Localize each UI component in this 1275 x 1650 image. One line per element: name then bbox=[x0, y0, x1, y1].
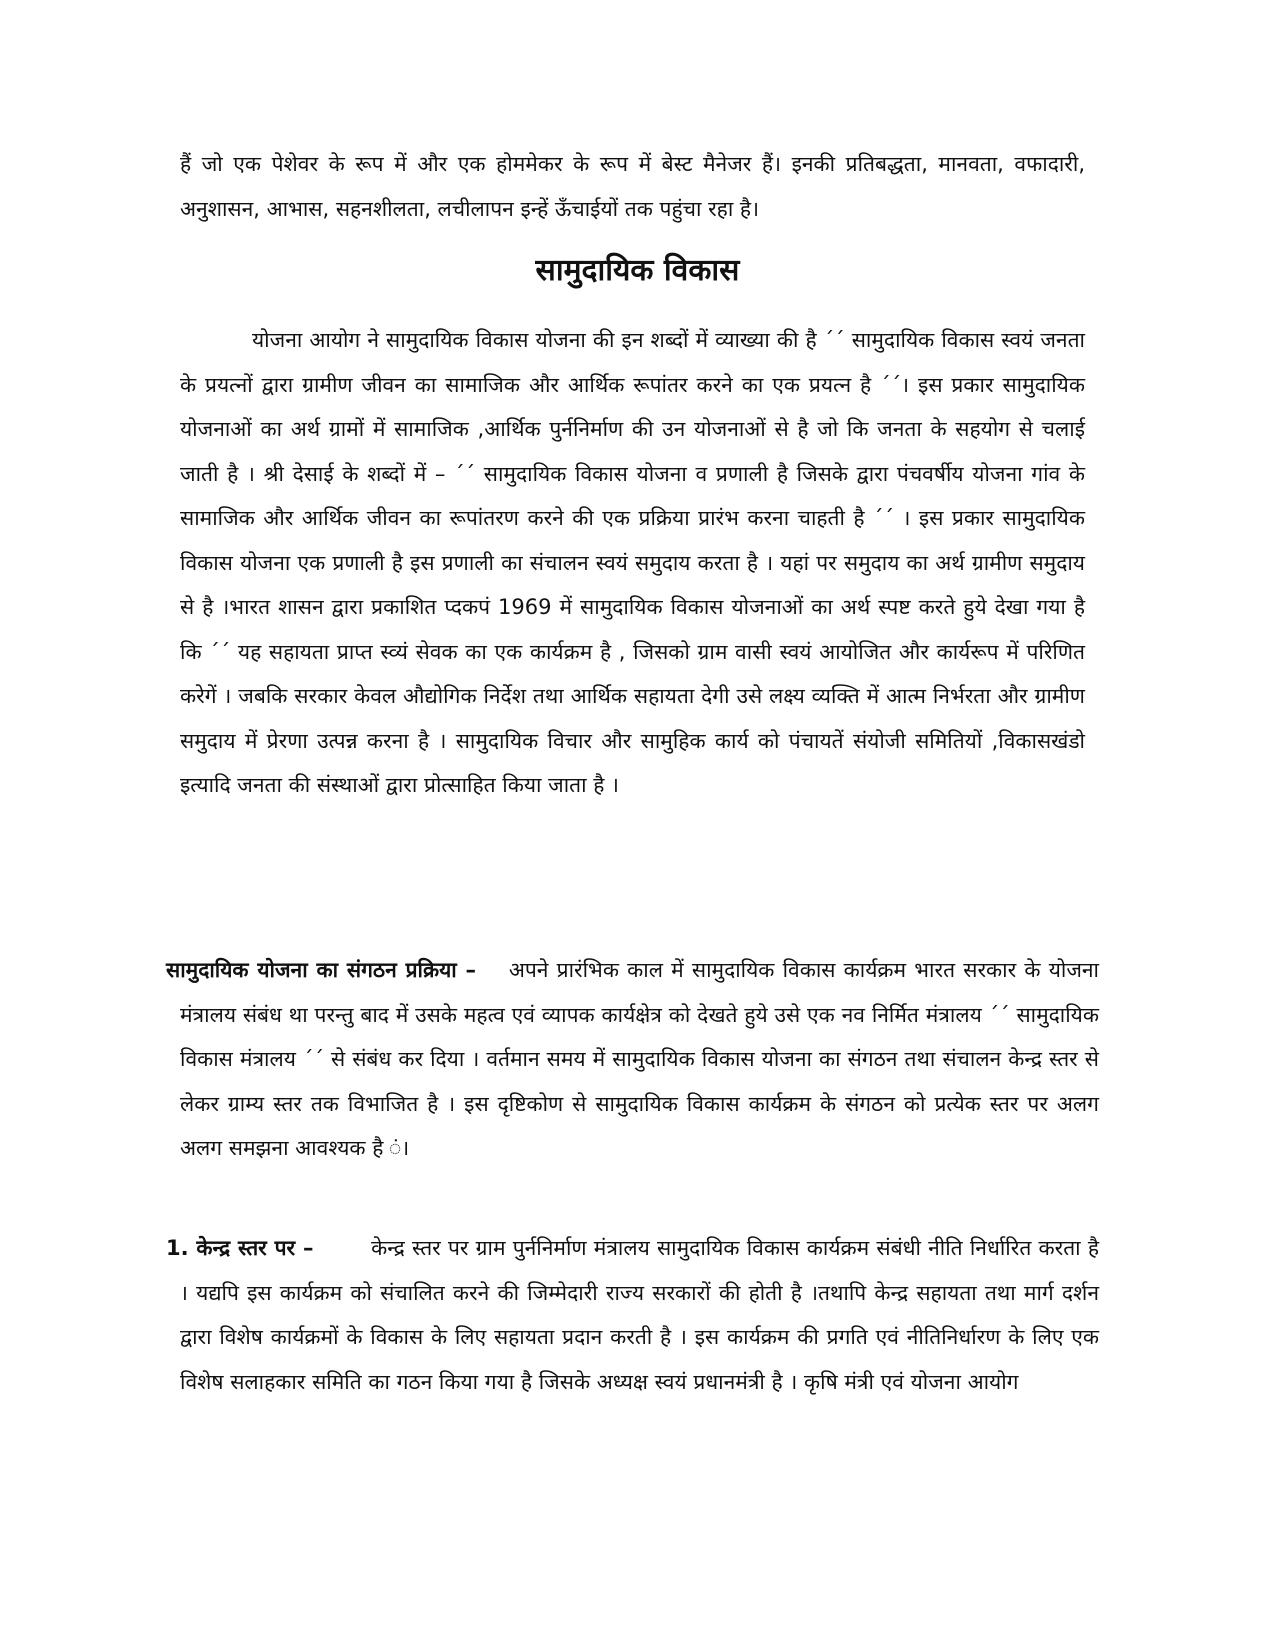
organization-process-heading: सामुदायिक योजना का संगठन प्रक्रिया – bbox=[166, 958, 477, 982]
intro-paragraph bbox=[180, 142, 1085, 231]
intro-text: हैं जो एक पेशेवर के रूप में और एक होममेकर के रूप में बेस्ट मैनेजर हैं। इनकी प्रतिबद्धता, मानवता, वफादारी, अनुशासन, आभास, सहनशीलता, लचीलापन इन्हें ऊँचाईयों तक पहुंचा रहा है। bbox=[180, 152, 1085, 221]
central-level-heading: 1. केन्द्र स्तर पर – bbox=[166, 1236, 314, 1260]
central-level-paragraph bbox=[166, 1226, 1099, 1404]
organization-process-paragraph bbox=[166, 948, 1099, 1171]
paragraph-text: योजना आयोग ने सामुदायिक विकास योजना की इन शब्दों में व्याख्या की है ´´ सामुदायिक विकास स्वयं जनता के प्रयत्नों द्वारा ग्रामीण जीवन का सामाजिक और आर्थिक रूपांतर करने का एक प्रयत्न है ´´। इस प्रकार सामुदायिक योजनाओं का अर्थ ग्रामों में सामाजिक ,आर्थिक पुर्ननिर्माण की उन योजनाओं से है जो कि जनता के सहयोग से चलाई जाती है । श्री देसाई के शब्दों में – ´´ सामुदायिक विकास योजना व प्रणाली है जिसके द्वारा पंचवर्षीय योजना गांव के सामाजिक और आर्थिक जीवन का रूपांतरण करने की एक प्रक्रिया प्रारंभ करना चाहती है ´´ । इस प्रकार सामुदायिक विकास योजना एक प्रणाली है इस प्रणाली का संचालन स्वयं समुदाय करता है । यहां पर समुदाय का अर्थ ग्रामीण समुदाय से है ।भारत शासन द्वारा प्रकाशित प्दकपं 1969 में सामुदायिक विकास योजनाओं का अर्थ स्पष्ट करते हुये देखा गया है कि ´´ यह सहायता प्राप्त स्व्यं सेवक का एक कार्यक्रम है , जिसको ग्राम वासी स्वयं आयोजित और कार्यरूप में परिणित करेगें । जबकि सरकार केवल औद्योगिक निर्देश तथा आर्थिक सहायता देगी उसे लक्ष्य व्यक्ति में आत्म निर्भरता और ग्रामीण समुदाय में प्रेरणा उत्पन्न करना है । सामुदायिक विचार और सामुहिक कार्य को पंचायतें संयोजी समितियों ,विकासखंडो इत्यादि जनता की संस्थाओं द्वारा प्रोत्साहित किया जाता है । bbox=[180, 328, 1085, 797]
central-level-text: केन्द्र स्तर पर ग्राम पुर्ननिर्माण मंत्रालय सामुदायिक विकास कार्यक्रम संबंधी नीति निर्धारित करता है । यद्यपि इस कार्यक्रम को संचालित करने की जिम्मेदारी राज्य सरकारों की होती है ।तथापि केन्द्र सहायता तथा मार्ग दर्शन द्वारा विशेष कार्यक्रमों के विकास के लिए सहायता प्रदान करती है । इस कार्यक्रम की प्रगति एवं नीतिनिर्धारण के लिए एक विशेष सलाहकार समिति का गठन किया गया है जिसके अध्यक्ष स्वयं प्रधानमंत्री है । कृषि मंत्री एवं योजना आयोग bbox=[180, 1236, 1099, 1394]
community-development-paragraph bbox=[180, 318, 1085, 808]
section-heading: सामुदायिक विकास bbox=[535, 253, 740, 288]
organization-process-text: अपने प्रारंभिक काल में सामुदायिक विकास कार्यक्रम भारत सरकार के योजना मंत्रालय संबंध था परन्तु बाद में उसके महत्व एवं व्यापक कार्यक्षेत्र को देखते हुये उसे एक नव निर्मित मंत्रालय ´´ सामुदायिक विकास मंत्रालय ´´ से संबंध कर दिया । वर्तमान समय में सामुदायिक विकास योजना का संगठन तथा संचालन केन्द्र स्तर से लेकर ग्राम्य स्तर तक विभाजित है । इस दृष्टिकोण से सामुदायिक विकास कार्यक्रम के संगठन को प्रत्येक स्तर पर अलग अलग समझना आवश्यक है ं। bbox=[180, 958, 1099, 1160]
